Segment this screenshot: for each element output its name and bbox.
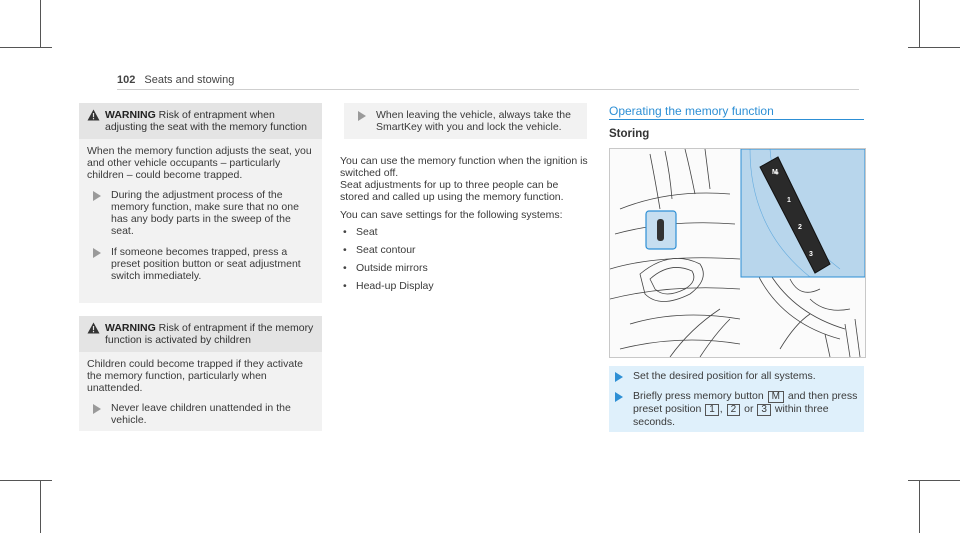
warning-title: Risk of entrapment when adjusting the seat with the memory function [105, 109, 307, 133]
warning-triangle-icon [87, 322, 100, 334]
list-item: • Outside mirrors [340, 262, 434, 280]
warning-text: When the memory function adjusts the seat, you and other vehicle occupants – particularly children – could become trapped. [87, 145, 312, 181]
step-arrow-icon [93, 404, 101, 414]
crop-mark [0, 480, 52, 481]
warning-body [79, 139, 322, 299]
warning-step [87, 246, 314, 282]
warning-title: Risk of entrapment if the memory function is activated by children [105, 322, 314, 346]
preset-key-icon: 2 [727, 404, 741, 416]
subsection-title: Storing [609, 128, 650, 140]
header-divider [117, 89, 859, 90]
paragraph-storage: Seat adjustments for up to three people can be stored and called up using the memory function. [340, 179, 564, 203]
step-arrow-icon [358, 111, 366, 121]
page-header [117, 74, 234, 86]
crop-mark [40, 480, 41, 533]
storing-step [609, 390, 858, 428]
warning-header [79, 103, 322, 139]
door-memory-buttons-illustration [609, 148, 866, 358]
crop-mark [919, 0, 920, 48]
step-text: within three seconds. [633, 403, 829, 428]
warning-label: WARNING [105, 322, 156, 334]
list-item: • Seat [340, 226, 434, 244]
crop-mark [0, 47, 52, 48]
preset-button-label: 1 [787, 197, 791, 204]
storing-steps [609, 366, 864, 432]
step-text: or [744, 403, 754, 415]
crop-mark [908, 480, 960, 481]
warning-text: Children could become trapped if they activate the memory function, particularly when unattended. [87, 358, 303, 394]
crop-mark [919, 480, 920, 533]
section-title: Operating the memory function [609, 104, 774, 118]
separator: , [719, 403, 723, 415]
crop-mark [908, 47, 960, 48]
warning-box-seat-entrapment [79, 103, 322, 303]
illustration-drawing [610, 149, 865, 357]
warning-header [79, 316, 322, 352]
warning-label: WARNING [105, 109, 156, 121]
step-text: Set the desired position for all systems. [633, 370, 816, 382]
warning-step [87, 189, 314, 237]
note-box [344, 103, 587, 139]
note-step [352, 109, 579, 133]
step-arrow-icon [93, 248, 101, 258]
preset-button-label: 3 [809, 251, 813, 258]
step-arrow-icon [615, 392, 623, 402]
step-text: During the adjustment process of the memory function, make sure that no one has any body parts in the sweep of the seat. [111, 189, 299, 237]
note-text: When leaving the vehicle, always take the SmartKey with you and lock the vehicle. [376, 109, 571, 133]
warning-body [79, 352, 322, 443]
preset-key-icon: 1 [705, 404, 719, 416]
crop-mark [40, 0, 41, 48]
systems-list [340, 226, 434, 298]
step-text: and then press preset position [633, 390, 858, 415]
step-text: Never leave children unattended in the vehicle. [111, 402, 291, 426]
memory-button-label: M [772, 169, 778, 176]
step-text: Briefly press memory button [633, 390, 764, 402]
warning-step [87, 402, 314, 426]
step-arrow-icon [93, 191, 101, 201]
section-name: Seats and stowing [144, 74, 235, 86]
section-divider [609, 119, 864, 120]
page-number: 102 [117, 74, 136, 86]
step-arrow-icon [615, 372, 623, 382]
step-text: If someone becomes trapped, press a preset position button or seat adjustment switch immediately. [111, 246, 301, 282]
preset-key-icon: 3 [757, 404, 771, 416]
storing-step [609, 370, 858, 382]
warning-triangle-icon [87, 109, 100, 121]
warning-box-children [79, 316, 322, 431]
list-item: • Seat contour [340, 244, 434, 262]
list-item: • Head-up Display [340, 280, 434, 298]
paragraph-systems-intro: You can save settings for the following systems: [340, 209, 563, 221]
memory-key-icon: M [768, 391, 784, 403]
paragraph-ignition: You can use the memory function when the ignition is switched off. [340, 155, 588, 179]
preset-button-label: 2 [798, 224, 802, 231]
